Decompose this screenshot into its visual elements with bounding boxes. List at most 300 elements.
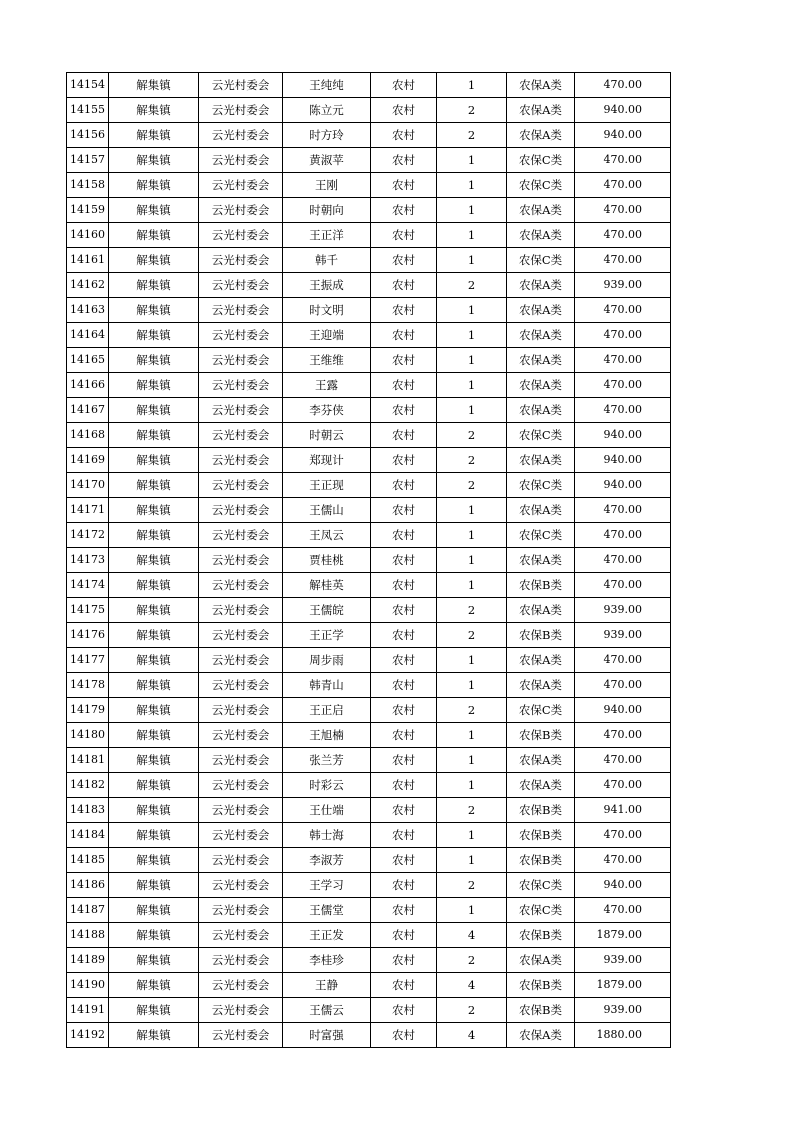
table-row [67,1023,671,1048]
records-table [66,72,671,1048]
cell-type: 农村 [371,73,437,98]
table-row [67,748,671,773]
cell-village: 云光村委会 [199,848,283,873]
cell-amount: 470.00 [575,773,671,798]
cell-town: 解集镇 [109,648,199,673]
cell-name: 李芬侠 [283,398,371,423]
cell-village: 云光村委会 [199,1023,283,1048]
cell-type: 农村 [371,148,437,173]
cell-name: 时文明 [283,298,371,323]
cell-type: 农村 [371,548,437,573]
cell-village: 云光村委会 [199,523,283,548]
cell-name: 贾桂桃 [283,548,371,573]
cell-category: 农保A类 [507,673,575,698]
cell-count: 4 [437,923,507,948]
cell-name: 王旭楠 [283,723,371,748]
cell-village: 云光村委会 [199,323,283,348]
cell-count: 1 [437,523,507,548]
cell-amount: 940.00 [575,123,671,148]
table-row [67,98,671,123]
cell-id: 14157 [67,148,109,173]
cell-name: 王儒山 [283,498,371,523]
cell-amount: 1880.00 [575,1023,671,1048]
cell-id: 14190 [67,973,109,998]
cell-id: 14161 [67,248,109,273]
table-row [67,573,671,598]
cell-name: 王迎端 [283,323,371,348]
cell-town: 解集镇 [109,623,199,648]
cell-id: 14183 [67,798,109,823]
cell-town: 解集镇 [109,673,199,698]
cell-town: 解集镇 [109,548,199,573]
cell-type: 农村 [371,373,437,398]
cell-amount: 941.00 [575,798,671,823]
table-row [67,198,671,223]
cell-type: 农村 [371,248,437,273]
cell-count: 1 [437,673,507,698]
cell-name: 王维维 [283,348,371,373]
cell-id: 14162 [67,273,109,298]
cell-town: 解集镇 [109,748,199,773]
cell-amount: 939.00 [575,998,671,1023]
cell-type: 农村 [371,123,437,148]
cell-count: 2 [437,998,507,1023]
table-row [67,173,671,198]
cell-amount: 470.00 [575,548,671,573]
cell-village: 云光村委会 [199,448,283,473]
cell-category: 农保B类 [507,723,575,748]
cell-village: 云光村委会 [199,773,283,798]
cell-category: 农保A类 [507,373,575,398]
cell-id: 14189 [67,948,109,973]
table-row [67,373,671,398]
table-row [67,448,671,473]
cell-id: 14186 [67,873,109,898]
cell-town: 解集镇 [109,248,199,273]
cell-id: 14184 [67,823,109,848]
cell-type: 农村 [371,948,437,973]
cell-id: 14176 [67,623,109,648]
table-row [67,598,671,623]
cell-id: 14160 [67,223,109,248]
cell-town: 解集镇 [109,723,199,748]
cell-count: 2 [437,448,507,473]
cell-amount: 470.00 [575,848,671,873]
cell-town: 解集镇 [109,823,199,848]
cell-amount: 470.00 [575,173,671,198]
table-row [67,873,671,898]
cell-category: 农保A类 [507,648,575,673]
cell-name: 时彩云 [283,773,371,798]
cell-name: 王露 [283,373,371,398]
cell-village: 云光村委会 [199,273,283,298]
cell-id: 14174 [67,573,109,598]
cell-id: 14155 [67,98,109,123]
cell-village: 云光村委会 [199,173,283,198]
table-row [67,298,671,323]
cell-id: 14175 [67,598,109,623]
table-row [67,473,671,498]
cell-count: 4 [437,1023,507,1048]
cell-id: 14177 [67,648,109,673]
cell-village: 云光村委会 [199,898,283,923]
cell-count: 1 [437,398,507,423]
cell-type: 农村 [371,1023,437,1048]
cell-name: 王学习 [283,873,371,898]
cell-name: 王振成 [283,273,371,298]
cell-village: 云光村委会 [199,498,283,523]
cell-category: 农保C类 [507,473,575,498]
table-row [67,848,671,873]
cell-village: 云光村委会 [199,598,283,623]
cell-amount: 939.00 [575,948,671,973]
cell-category: 农保B类 [507,573,575,598]
cell-name: 王仕端 [283,798,371,823]
cell-category: 农保A类 [507,273,575,298]
table-row [67,123,671,148]
cell-name: 张兰芳 [283,748,371,773]
cell-type: 农村 [371,623,437,648]
cell-name: 韩千 [283,248,371,273]
table-row [67,248,671,273]
table-row [67,273,671,298]
cell-name: 周步雨 [283,648,371,673]
cell-village: 云光村委会 [199,998,283,1023]
cell-category: 农保B类 [507,848,575,873]
cell-name: 王刚 [283,173,371,198]
cell-town: 解集镇 [109,173,199,198]
table-row [67,673,671,698]
cell-town: 解集镇 [109,523,199,548]
table-row [67,148,671,173]
cell-count: 1 [437,573,507,598]
cell-town: 解集镇 [109,273,199,298]
cell-village: 云光村委会 [199,223,283,248]
cell-type: 农村 [371,673,437,698]
cell-name: 郑现计 [283,448,371,473]
cell-amount: 470.00 [575,348,671,373]
cell-town: 解集镇 [109,798,199,823]
cell-type: 农村 [371,348,437,373]
cell-id: 14173 [67,548,109,573]
cell-id: 14185 [67,848,109,873]
cell-type: 农村 [371,873,437,898]
cell-count: 1 [437,498,507,523]
cell-town: 解集镇 [109,348,199,373]
cell-village: 云光村委会 [199,98,283,123]
cell-count: 2 [437,123,507,148]
cell-type: 农村 [371,798,437,823]
cell-amount: 470.00 [575,748,671,773]
cell-category: 农保B类 [507,823,575,848]
cell-name: 王儒堂 [283,898,371,923]
cell-count: 1 [437,773,507,798]
cell-name: 陈立元 [283,98,371,123]
cell-amount: 939.00 [575,598,671,623]
cell-category: 农保B类 [507,998,575,1023]
cell-count: 1 [437,848,507,873]
cell-name: 时方玲 [283,123,371,148]
cell-town: 解集镇 [109,973,199,998]
table-row [67,73,671,98]
cell-type: 农村 [371,698,437,723]
cell-category: 农保A类 [507,548,575,573]
cell-town: 解集镇 [109,148,199,173]
cell-name: 王正学 [283,623,371,648]
cell-type: 农村 [371,573,437,598]
data-sheet [66,72,670,1048]
cell-village: 云光村委会 [199,573,283,598]
table-row [67,323,671,348]
cell-amount: 1879.00 [575,973,671,998]
cell-name: 李桂珍 [283,948,371,973]
cell-village: 云光村委会 [199,398,283,423]
cell-town: 解集镇 [109,373,199,398]
cell-type: 农村 [371,473,437,498]
cell-village: 云光村委会 [199,698,283,723]
table-row [67,498,671,523]
cell-village: 云光村委会 [199,673,283,698]
cell-type: 农村 [371,423,437,448]
cell-id: 14171 [67,498,109,523]
cell-count: 1 [437,548,507,573]
cell-type: 农村 [371,323,437,348]
cell-amount: 939.00 [575,623,671,648]
cell-town: 解集镇 [109,923,199,948]
cell-amount: 470.00 [575,223,671,248]
cell-town: 解集镇 [109,998,199,1023]
cell-type: 农村 [371,173,437,198]
cell-amount: 470.00 [575,148,671,173]
cell-amount: 940.00 [575,473,671,498]
cell-count: 4 [437,973,507,998]
cell-amount: 470.00 [575,648,671,673]
cell-name: 解桂英 [283,573,371,598]
cell-name: 韩士海 [283,823,371,848]
cell-village: 云光村委会 [199,973,283,998]
cell-amount: 470.00 [575,498,671,523]
cell-town: 解集镇 [109,773,199,798]
cell-type: 农村 [371,973,437,998]
cell-amount: 470.00 [575,248,671,273]
cell-village: 云光村委会 [199,373,283,398]
cell-id: 14165 [67,348,109,373]
cell-type: 农村 [371,448,437,473]
cell-type: 农村 [371,923,437,948]
cell-town: 解集镇 [109,98,199,123]
cell-amount: 940.00 [575,98,671,123]
table-row [67,523,671,548]
cell-category: 农保C类 [507,698,575,723]
cell-id: 14154 [67,73,109,98]
cell-count: 1 [437,648,507,673]
cell-type: 农村 [371,398,437,423]
table-body [67,73,671,1048]
table-row [67,648,671,673]
cell-count: 1 [437,173,507,198]
cell-amount: 470.00 [575,523,671,548]
cell-village: 云光村委会 [199,873,283,898]
table-row [67,773,671,798]
cell-category: 农保A类 [507,448,575,473]
cell-count: 2 [437,98,507,123]
cell-name: 王纯纯 [283,73,371,98]
cell-count: 1 [437,898,507,923]
cell-category: 农保A类 [507,223,575,248]
cell-name: 时富强 [283,1023,371,1048]
table-row [67,898,671,923]
cell-name: 王正发 [283,923,371,948]
cell-amount: 470.00 [575,898,671,923]
cell-type: 农村 [371,773,437,798]
cell-name: 时朝云 [283,423,371,448]
cell-town: 解集镇 [109,198,199,223]
cell-category: 农保A类 [507,398,575,423]
cell-id: 14170 [67,473,109,498]
cell-type: 农村 [371,598,437,623]
cell-count: 1 [437,298,507,323]
cell-category: 农保B类 [507,973,575,998]
cell-id: 14187 [67,898,109,923]
cell-count: 1 [437,823,507,848]
table-row [67,923,671,948]
cell-category: 农保A类 [507,198,575,223]
cell-village: 云光村委会 [199,798,283,823]
table-row [67,698,671,723]
cell-category: 农保C类 [507,523,575,548]
cell-category: 农保A类 [507,773,575,798]
table-row [67,948,671,973]
cell-type: 农村 [371,823,437,848]
cell-count: 2 [437,873,507,898]
cell-category: 农保C类 [507,898,575,923]
cell-village: 云光村委会 [199,623,283,648]
table-row [67,973,671,998]
cell-type: 农村 [371,98,437,123]
cell-count: 1 [437,348,507,373]
cell-name: 韩青山 [283,673,371,698]
table-row [67,998,671,1023]
cell-town: 解集镇 [109,873,199,898]
cell-village: 云光村委会 [199,748,283,773]
cell-amount: 470.00 [575,673,671,698]
cell-town: 解集镇 [109,698,199,723]
cell-id: 14179 [67,698,109,723]
cell-id: 14188 [67,923,109,948]
cell-amount: 470.00 [575,298,671,323]
cell-village: 云光村委会 [199,948,283,973]
cell-name: 王正启 [283,698,371,723]
cell-town: 解集镇 [109,398,199,423]
table-row [67,798,671,823]
cell-amount: 470.00 [575,823,671,848]
cell-name: 王静 [283,973,371,998]
cell-category: 农保C类 [507,173,575,198]
cell-category: 农保C类 [507,873,575,898]
cell-id: 14159 [67,198,109,223]
cell-count: 1 [437,323,507,348]
cell-village: 云光村委会 [199,248,283,273]
cell-village: 云光村委会 [199,73,283,98]
cell-type: 农村 [371,648,437,673]
cell-category: 农保B类 [507,798,575,823]
cell-category: 农保A类 [507,123,575,148]
cell-town: 解集镇 [109,598,199,623]
cell-id: 14169 [67,448,109,473]
cell-type: 农村 [371,223,437,248]
cell-amount: 470.00 [575,723,671,748]
cell-count: 2 [437,798,507,823]
cell-id: 14164 [67,323,109,348]
cell-count: 1 [437,73,507,98]
cell-village: 云光村委会 [199,198,283,223]
cell-count: 2 [437,598,507,623]
cell-count: 2 [437,473,507,498]
cell-category: 农保A类 [507,348,575,373]
cell-category: 农保A类 [507,298,575,323]
cell-category: 农保C类 [507,248,575,273]
cell-amount: 470.00 [575,198,671,223]
cell-amount: 470.00 [575,398,671,423]
cell-id: 14163 [67,298,109,323]
cell-village: 云光村委会 [199,473,283,498]
cell-town: 解集镇 [109,223,199,248]
cell-town: 解集镇 [109,848,199,873]
cell-type: 农村 [371,848,437,873]
cell-town: 解集镇 [109,123,199,148]
cell-type: 农村 [371,998,437,1023]
cell-count: 2 [437,423,507,448]
cell-amount: 470.00 [575,373,671,398]
table-row [67,348,671,373]
cell-count: 1 [437,198,507,223]
cell-count: 1 [437,748,507,773]
cell-count: 2 [437,698,507,723]
cell-town: 解集镇 [109,948,199,973]
cell-id: 14181 [67,748,109,773]
cell-village: 云光村委会 [199,148,283,173]
cell-category: 农保A类 [507,1023,575,1048]
cell-town: 解集镇 [109,298,199,323]
cell-type: 农村 [371,898,437,923]
cell-village: 云光村委会 [199,123,283,148]
cell-village: 云光村委会 [199,298,283,323]
cell-town: 解集镇 [109,498,199,523]
cell-count: 1 [437,723,507,748]
cell-town: 解集镇 [109,73,199,98]
cell-id: 14167 [67,398,109,423]
cell-town: 解集镇 [109,573,199,598]
cell-count: 1 [437,248,507,273]
cell-name: 时朝向 [283,198,371,223]
cell-category: 农保C类 [507,423,575,448]
cell-count: 2 [437,948,507,973]
cell-id: 14168 [67,423,109,448]
cell-town: 解集镇 [109,423,199,448]
cell-town: 解集镇 [109,1023,199,1048]
cell-type: 农村 [371,723,437,748]
table-row [67,223,671,248]
cell-name: 黄淑苹 [283,148,371,173]
cell-village: 云光村委会 [199,923,283,948]
cell-amount: 940.00 [575,423,671,448]
cell-amount: 939.00 [575,273,671,298]
table-row [67,423,671,448]
cell-town: 解集镇 [109,898,199,923]
cell-amount: 940.00 [575,698,671,723]
cell-category: 农保A类 [507,948,575,973]
cell-id: 14182 [67,773,109,798]
